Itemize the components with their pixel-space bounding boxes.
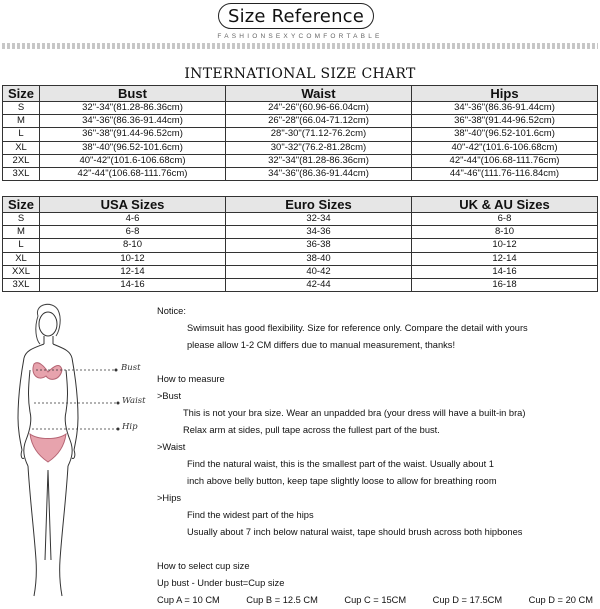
- cup-size-item: Cup C = 15CM: [344, 595, 407, 605]
- cup-size-item: Cup A = 10 CM: [157, 595, 220, 605]
- header-cell: USA Sizes: [40, 197, 226, 213]
- value-cell: 36"-38"(91.44-96.52cm): [412, 115, 598, 128]
- table-header-row: [3, 86, 598, 102]
- table-row: [3, 252, 598, 265]
- table-row: [3, 226, 598, 239]
- bust-label: Bust: [121, 363, 141, 373]
- value-cell: 32"-34"(81.28-86.36cm): [40, 102, 226, 115]
- bust-line: This is not your bra size. Wear an unpadded bra (your dress will have a built-in bra): [183, 408, 526, 418]
- table-row: [3, 239, 598, 252]
- value-cell: 8-10: [40, 239, 226, 252]
- bust-line: Relax arm at sides, pull tape across the fullest part of the bust.: [183, 425, 440, 435]
- value-cell: 38"-40"(96.52-101.6cm): [412, 128, 598, 141]
- size-cell: S: [3, 102, 40, 115]
- size-cell: 3XL: [3, 278, 40, 291]
- tagline: FASHIONSEXYCOMFORTABLE: [217, 33, 383, 40]
- value-cell: 34"-36"(86.36-91.44cm): [40, 115, 226, 128]
- cup-size-title: How to select cup size: [157, 561, 250, 571]
- size-cell: XL: [3, 141, 40, 154]
- table-row: [3, 167, 598, 180]
- cup-formula: Up bust - Under bust=Cup size: [157, 578, 285, 588]
- notice-title: Notice:: [157, 306, 186, 316]
- value-cell: 38-40: [226, 252, 412, 265]
- table-header-row: [3, 197, 598, 213]
- size-cell: M: [3, 226, 40, 239]
- value-cell: 40"-42"(101.6-106.68cm): [412, 141, 598, 154]
- header-cell: UK & AU Sizes: [412, 197, 598, 213]
- size-cell: 3XL: [3, 167, 40, 180]
- body-measurement-figure: [0, 300, 155, 600]
- how-to-measure-title: How to measure: [157, 374, 225, 384]
- hips-line: Usually about 7 inch below natural waist, tape should brush across both hipbones: [187, 527, 523, 537]
- value-cell: 4-6: [40, 213, 226, 226]
- value-cell: 30"-32"(76.2-81.28cm): [226, 141, 412, 154]
- hip-label: Hip: [122, 422, 138, 432]
- value-cell: 28"-30"(71.12-76.2cm): [226, 128, 412, 141]
- size-cell: XL: [3, 252, 40, 265]
- value-cell: 16-18: [412, 278, 598, 291]
- value-cell: 32"-34"(81.28-86.36cm): [226, 154, 412, 167]
- value-cell: 26"-28"(66.04-71.12cm): [226, 115, 412, 128]
- table-row: [3, 265, 598, 278]
- region-size-table: [2, 196, 598, 292]
- notice-line: please allow 1-2 CM differs due to manual measurement, thanks!: [187, 340, 456, 350]
- chain-divider: [2, 43, 598, 49]
- size-cell: XXL: [3, 265, 40, 278]
- value-cell: 6-8: [412, 213, 598, 226]
- value-cell: 36-38: [226, 239, 412, 252]
- cup-size-list: [157, 592, 593, 609]
- value-cell: 42-44: [226, 278, 412, 291]
- table-row: [3, 213, 598, 226]
- value-cell: 10-12: [412, 239, 598, 252]
- notice-line: Swimsuit has good flexibility. Size for reference only. Compare the detail with yours: [187, 323, 528, 333]
- size-cell: L: [3, 239, 40, 252]
- table-row: [3, 278, 598, 291]
- value-cell: 34-36: [226, 226, 412, 239]
- hips-section-title: >Hips: [157, 493, 182, 503]
- table-row: [3, 154, 598, 167]
- value-cell: 32-34: [226, 213, 412, 226]
- size-reference-title: Size Reference: [218, 3, 374, 29]
- size-cell: M: [3, 115, 40, 128]
- value-cell: 42"-44"(106.68-111.76cm): [40, 167, 226, 180]
- waist-section-title: >Waist: [157, 442, 186, 452]
- waist-line: inch above belly button, keep tape slightly loose to allow for breathing room: [187, 476, 497, 486]
- value-cell: 42"-44"(106.68-111.76cm): [412, 154, 598, 167]
- value-cell: 40"-42"(101.6-106.68cm): [40, 154, 226, 167]
- header-cell: Bust: [40, 86, 226, 102]
- table-row: [3, 128, 598, 141]
- value-cell: 8-10: [412, 226, 598, 239]
- value-cell: 12-14: [40, 265, 226, 278]
- size-cell: S: [3, 213, 40, 226]
- size-cell: 2XL: [3, 154, 40, 167]
- value-cell: 34"-36"(86.36-91.44cm): [226, 167, 412, 180]
- header-cell: Hips: [412, 86, 598, 102]
- chart-title: INTERNATIONAL SIZE CHART: [184, 66, 416, 82]
- cup-size-item: Cup D = 17.5CM: [432, 595, 503, 605]
- waist-line: Find the natural waist, this is the smallest part of the waist. Usually about 1: [187, 459, 494, 469]
- cup-size-item: Cup D = 20 CM: [528, 595, 593, 605]
- header-cell: Waist: [226, 86, 412, 102]
- value-cell: 12-14: [412, 252, 598, 265]
- value-cell: 6-8: [40, 226, 226, 239]
- cup-size-item: Cup B = 12.5 CM: [246, 595, 318, 605]
- value-cell: 14-16: [412, 265, 598, 278]
- table-row: [3, 102, 598, 115]
- measurement-table: [2, 85, 598, 181]
- size-cell: L: [3, 128, 40, 141]
- table-row: [3, 115, 598, 128]
- value-cell: 38"-40"(96.52-101.6cm): [40, 141, 226, 154]
- woman-outline-illustration: [0, 300, 155, 600]
- value-cell: 10-12: [40, 252, 226, 265]
- header-cell: Euro Sizes: [226, 197, 412, 213]
- value-cell: 24"-26"(60.96-66.04cm): [226, 102, 412, 115]
- table-row: [3, 141, 598, 154]
- value-cell: 40-42: [226, 265, 412, 278]
- measuring-notes: [157, 303, 597, 609]
- bust-section-title: >Bust: [157, 391, 182, 401]
- value-cell: 34"-36"(86.36-91.44cm): [412, 102, 598, 115]
- value-cell: 44"-46"(111.76-116.84cm): [412, 167, 598, 180]
- value-cell: 14-16: [40, 278, 226, 291]
- value-cell: 36"-38"(91.44-96.52cm): [40, 128, 226, 141]
- header-cell: Size: [3, 86, 40, 102]
- header-cell: Size: [3, 197, 40, 213]
- hips-line: Find the widest part of the hips: [187, 510, 314, 520]
- waist-label: Waist: [122, 396, 146, 406]
